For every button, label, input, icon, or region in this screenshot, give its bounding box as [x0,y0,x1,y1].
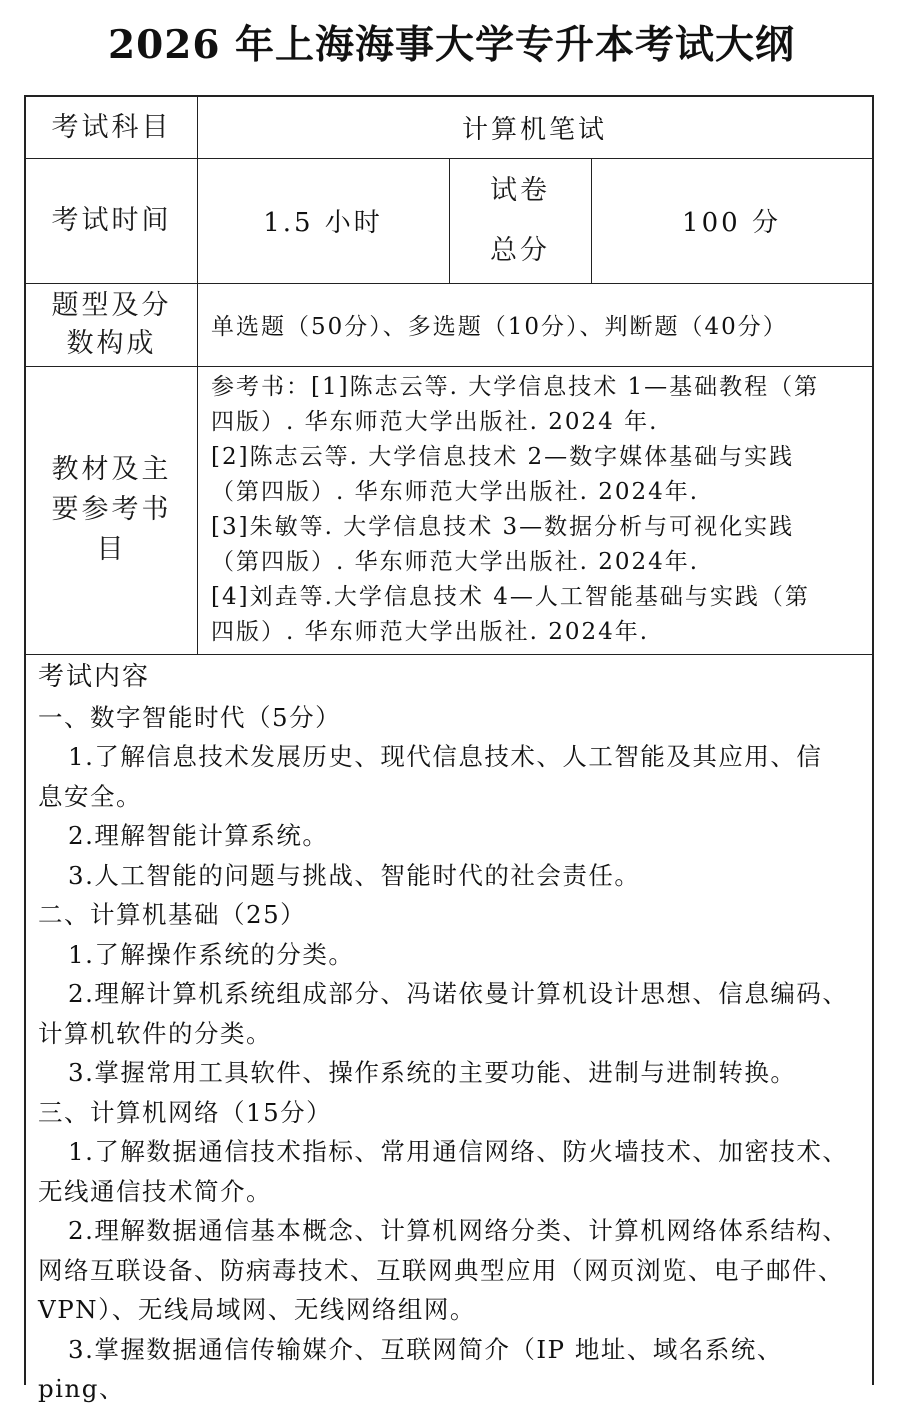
subject-label: 考试科目 [51,111,172,143]
question-types-value: 单选题（50分）、多选题（10分）、判断题（40分） [211,314,788,340]
textbooks-label-line1: 教材及主 [51,454,172,485]
time-label: 考试时间 [51,204,172,236]
book-line: （第四版）. 华东师范大学出版社. 2024年. [211,479,700,505]
content-item: 2.理解计算机系统组成部分、冯诺依曼计算机设计思想、信息编码、 [68,979,849,1008]
book-line: 参考书：[1]陈志云等. 大学信息技术 1—基础教程（第 [211,374,820,400]
document-title: 2026 年上海海事大学专升本考试大纲 [107,22,796,68]
total-score-label [449,158,591,283]
section-heading: 二、计算机基础（25） [38,900,307,929]
textbooks-label-line2: 要参考书 [51,494,172,525]
textbooks-label-line3: 目 [96,534,127,565]
time-value: 1.5 小时 [263,208,383,238]
book-line: 四版）. 华东师范大学出版社. 2024 年. [211,409,659,435]
content-item: VPN）、无线局域网、无线网络组网。 [38,1295,476,1324]
textbooks-label [26,366,197,654]
content-item: 1.了解信息技术发展历史、现代信息技术、人工智能及其应用、信 [68,742,823,771]
question-types-label-line2: 数构成 [66,327,157,359]
subject-value: 计算机笔试 [461,115,607,145]
content-item: 3.掌握数据通信传输媒介、互联网简介（IP 地址、域名系统、ping、 [38,1334,783,1403]
book-line: [3]朱敏等. 大学信息技术 3—数据分析与可视化实践 [211,514,795,540]
total-score-label-line1: 试卷 [490,174,550,206]
content-item: 无线通信技术简介。 [38,1176,272,1206]
book-line: [4]刘垚等.大学信息技术 4—人工智能基础与实践（第 [211,584,810,610]
content-item: 1.了解操作系统的分类。 [68,939,355,969]
total-score-label-line2: 总分 [490,234,550,266]
textbooks-list [197,366,872,654]
content-item: 2.理解数据通信基本概念、计算机网络分类、计算机网络体系结构、 [68,1216,849,1245]
book-line: [2]陈志云等. 大学信息技术 2—数字媒体基础与实践 [211,444,795,470]
content-item: 网络互联设备、防病毒技术、互联网典型应用（网页浏览、电子邮件、 [38,1255,844,1285]
question-types-label-line1: 题型及分 [51,289,172,321]
section-heading: 三、计算机网络（15分） [38,1097,333,1127]
content-item: 3.掌握常用工具软件、操作系统的主要功能、进制与进制转换。 [68,1058,797,1087]
content-item: 2.理解智能计算系统。 [68,821,329,850]
book-line: 四版）. 华东师范大学出版社. 2024年. [211,619,650,645]
syllabus-table [24,95,874,1403]
content-heading: 考试内容 [38,662,151,692]
content-item: 1.了解数据通信技术指标、常用通信网络、防火墙技术、加密技术、 [68,1137,849,1166]
book-line: （第四版）. 华东师范大学出版社. 2024年. [211,549,700,575]
section-heading: 一、数字智能时代（5分） [38,702,342,732]
question-types-label [26,283,197,366]
content-item: 息安全。 [38,781,142,811]
exam-content [26,654,872,1403]
total-score-value: 100 分 [682,208,781,238]
content-item: 计算机软件的分类。 [38,1018,272,1048]
content-item: 3.人工智能的问题与挑战、智能时代的社会责任。 [68,860,641,890]
